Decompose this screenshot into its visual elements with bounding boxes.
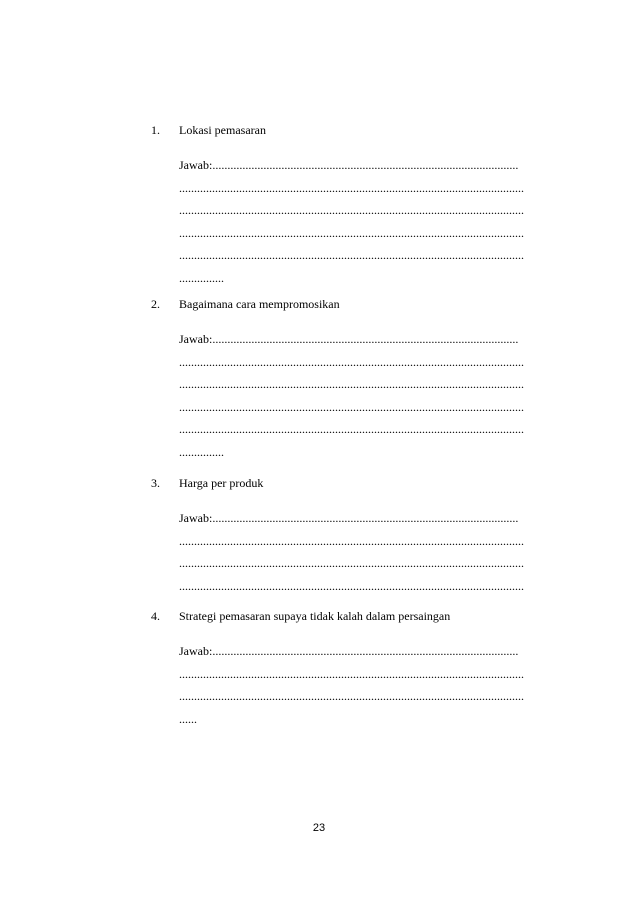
question-title: Harga per produk [179, 476, 264, 490]
answer-line: ................................................................................................................... [179, 689, 524, 703]
answer-line: Jawab:...................................................................................................... [179, 332, 519, 346]
answer-line: ...... [179, 712, 197, 726]
answer-line: ................................................................................................................... [179, 226, 524, 240]
answer-line: ................................................................................................................... [179, 400, 524, 414]
answer-line: Jawab:...................................................................................................... [179, 644, 519, 658]
answer-line: ................................................................................................................... [179, 579, 524, 593]
question-number: 3. [151, 476, 160, 490]
question-number: 2. [151, 297, 160, 311]
question-title: Strategi pemasaran supaya tidak kalah dalam persaingan [179, 609, 451, 623]
answer-line: ................................................................................................................... [179, 377, 524, 391]
answer-line: ................................................................................................................... [179, 667, 524, 681]
answer-line: ............... [179, 445, 224, 459]
question-title: Lokasi pemasaran [179, 123, 266, 137]
answer-line: Jawab:...................................................................................................... [179, 158, 519, 172]
answer-line: ................................................................................................................... [179, 248, 524, 262]
question-number: 1. [151, 123, 160, 137]
question-title: Bagaimana cara mempromosikan [179, 297, 340, 311]
answer-line: ................................................................................................................... [179, 181, 524, 195]
answer-line: Jawab:...................................................................................................... [179, 511, 519, 525]
page-number: 23 [312, 822, 326, 834]
answer-line: ................................................................................................................... [179, 422, 524, 436]
answer-line: ................................................................................................................... [179, 534, 524, 548]
question-number: 4. [151, 609, 160, 623]
answer-line: ................................................................................................................... [179, 203, 524, 217]
answer-line: ................................................................................................................... [179, 355, 524, 369]
answer-line: ............... [179, 271, 224, 285]
answer-line: ................................................................................................................... [179, 556, 524, 570]
